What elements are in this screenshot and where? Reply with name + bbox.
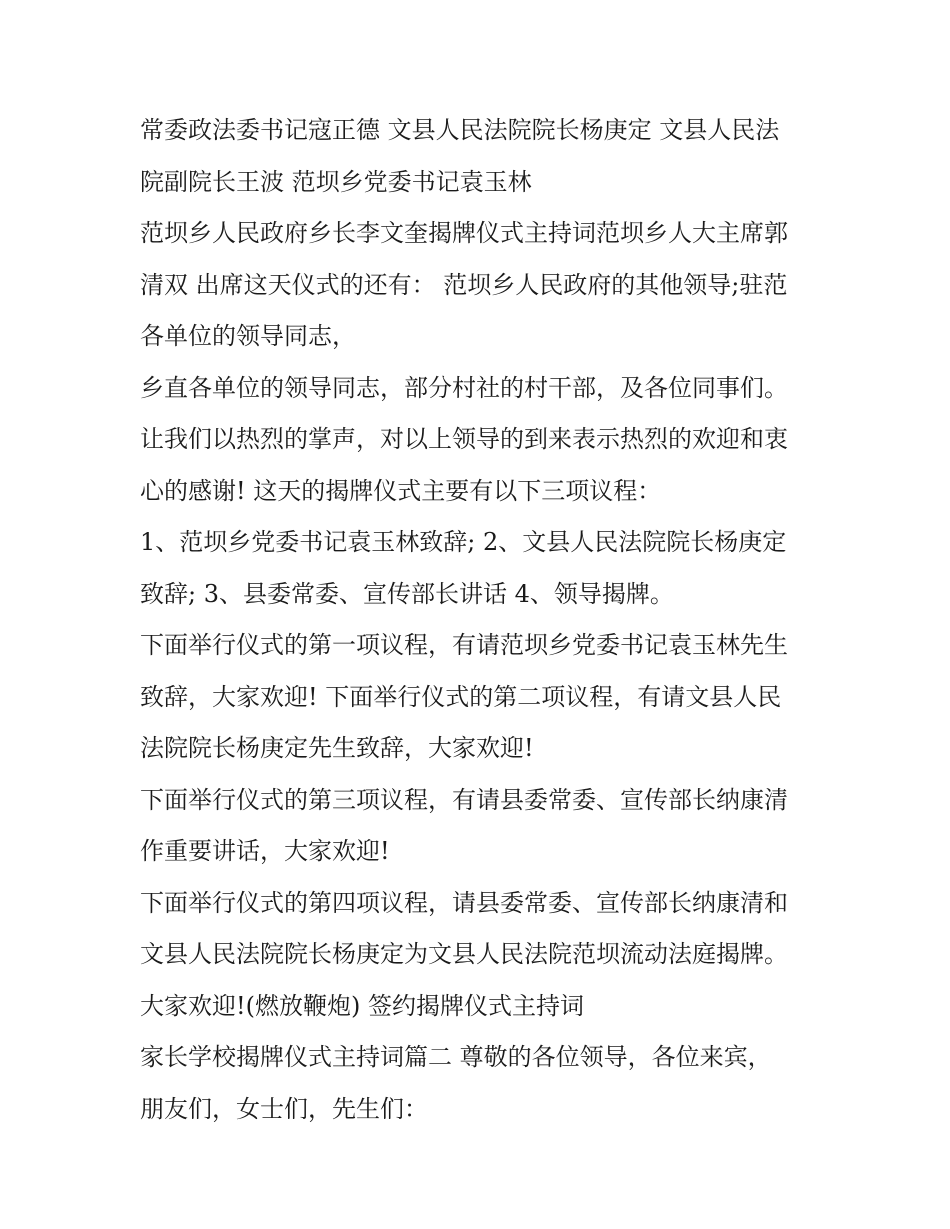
text-line: 家长学校揭牌仪式主持词篇二 尊敬的各位领导，各位来宾， [140,1043,772,1071]
text-line: 院副院长王波 范坝乡党委书记袁玉林 [140,167,532,196]
text-line: 大家欢迎!(燃放鞭炮) 签约揭牌仪式主持词 [140,991,584,1020]
text-line: 清双 出席这天仪式的还有： 范坝乡人民政府的其他领导;驻范 [140,270,788,299]
text-line: 各单位的领导同志， [140,322,356,350]
text-line: 下面举行仪式的第一项议程，有请范坝乡党委书记袁玉林先生 [140,631,788,659]
text-line: 1、范坝乡党委书记袁玉林致辞; 2、文县人民法院院长杨庚定 [140,528,787,556]
text-line: 下面举行仪式的第三项议程，有请县委常委、宣传部长纳康清 [140,785,788,814]
text-line: 法院院长杨庚定先生致辞，大家欢迎! [140,734,534,762]
text-line: 范坝乡人民政府乡长李文奎揭牌仪式主持词范坝乡人大主席郭 [140,219,788,247]
text-line: 致辞; 3、县委常委、宣传部长讲话 4、领导揭牌。 [140,579,674,608]
document-body [140,105,830,1135]
text-line: 作重要讲话，大家欢迎! [140,837,390,865]
text-line: 让我们以热烈的掌声，对以上领导的到来表示热烈的欢迎和衷 [140,425,788,453]
text-line: 致辞，大家欢迎! 下面举行仪式的第二项议程，有请文县人民 [140,682,782,711]
text-line: 心的感谢! 这天的揭牌仪式主要有以下三项议程： [140,476,662,505]
text-line: 朋友们，女士们，先生们： [140,1094,428,1123]
text-line: 常委政法委书记寇正德 文县人民法院院长杨庚定 文县人民法 [140,116,780,144]
text-line: 下面举行仪式的第四项议程，请县委常委、宣传部长纳康清和 [140,888,788,917]
text-line: 乡直各单位的领导同志，部分村社的村干部，及各位同事们。 [140,373,788,402]
text-line: 文县人民法院院长杨庚定为文县人民法院范坝流动法庭揭牌。 [140,940,788,968]
